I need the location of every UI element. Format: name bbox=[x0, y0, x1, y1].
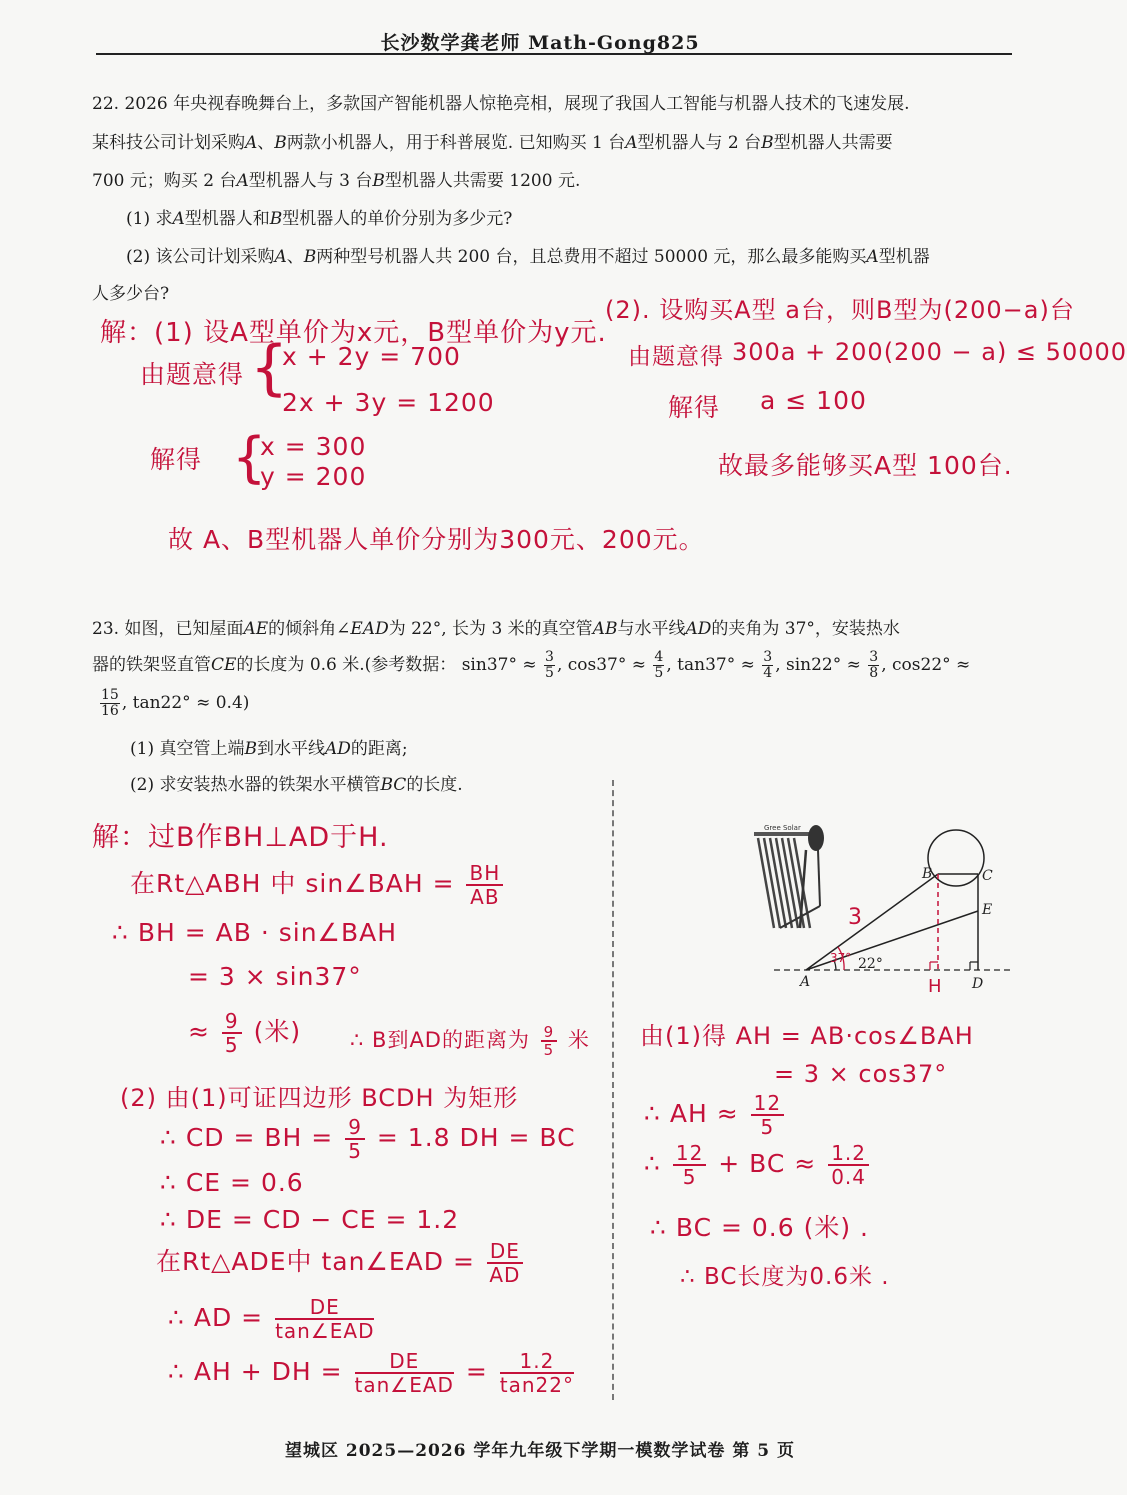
q23-ans-setup: 解：过B作BH⊥AD于H. bbox=[92, 822, 389, 853]
q23-line2: 器的铁架竖直管CE的长度为 0.6 米.(参考数据： sin37° ≈ $\frac{3}{5}$ , cos37° ≈ $\frac{4}{5}$ , tan37° ≈ $\frac{3}{4}$ , sin22° ≈ $\frac{3}{8}$ , cos22° ≈ bbox=[92, 649, 971, 681]
answer-column-divider bbox=[612, 780, 614, 1400]
frac-3-5: $\frac{3}{5}$ bbox=[545, 649, 554, 681]
q22-eq2: 2x + 3y = 1200 bbox=[282, 388, 495, 417]
q22-part2: (2) 该公司计划采购A、B两种型号机器人共 200 台，且总费用不超过 50000 元，那么最多能购买A型机器 bbox=[126, 247, 930, 267]
q23-ans-part1-conclusion: ∴ B到AD的距离为 $\frac{9}{5}$ 米 bbox=[350, 1023, 590, 1059]
q23-ans-bh-value: = 3 × sin37° bbox=[188, 962, 362, 991]
q23-line3: $\frac{15}{16}$ , tan22° ≈ 0.4) bbox=[101, 687, 250, 719]
q22-conclusion-1: 故 A、B型机器人单价分别为300元、200元。 bbox=[168, 525, 705, 554]
q23-ans-ce: ∴ CE = 0.6 bbox=[160, 1168, 304, 1197]
q23-ans-conclusion: ∴ BC长度为0.6米 . bbox=[680, 1264, 890, 1290]
header-rule bbox=[96, 53, 1012, 55]
q22-line3: 700 元；购买 2 台A型机器人与 3 台B型机器人共需要 1200 元. bbox=[92, 171, 581, 191]
system-brace: { bbox=[250, 333, 289, 403]
point-e: E bbox=[982, 902, 993, 918]
frac-3-8: $\frac{3}{8}$ bbox=[869, 649, 879, 681]
q23-ans-bh: ∴ BH = AB · sin∠BAH bbox=[112, 918, 398, 947]
q23-ans-ah-approx: ∴ AH ≈ $\frac{12}{5}$ bbox=[644, 1092, 787, 1138]
q22-eq1: x + 2y = 700 bbox=[282, 342, 461, 371]
q23-ans-ah: 由(1)得 AH = AB·cos∠BAH bbox=[640, 1022, 974, 1050]
solution-brace: { bbox=[232, 426, 267, 489]
label-22: 22° bbox=[858, 956, 883, 972]
q22-inequality: 300a + 200(200 − a) ≤ 50000 bbox=[732, 338, 1127, 366]
label-37: 37° bbox=[830, 951, 852, 965]
q23-ans-de: ∴ DE = CD − CE = 1.2 bbox=[160, 1205, 460, 1234]
q23-part1: (1) 真空管上端B到水平线AD的距离; bbox=[130, 739, 408, 759]
q22-sol-y: y = 200 bbox=[260, 462, 367, 491]
q22-conclusion-2: 故最多能够买A型 100台. bbox=[718, 451, 1013, 480]
q22-part1: (1) 求A型机器人和B型机器人的单价分别为多少元? bbox=[126, 209, 513, 229]
q23-ans-bc: ∴ BC = 0.6 (米) . bbox=[650, 1213, 869, 1242]
q23-part2: (2) 求安装热水器的铁架水平横管BC的长度. bbox=[130, 775, 463, 795]
page-footer: 望城区 2025—2026 学年九年级下学期一模数学试卷 第 5 页 bbox=[284, 1441, 796, 1461]
q22-part2-solve-label: 解得 bbox=[668, 393, 721, 422]
q23-ans-cd: ∴ CD = BH = $\frac{9}{5}$ = 1.8 DH = BC bbox=[160, 1115, 576, 1163]
q23-ans-sine: 在Rt△ABH 中 sin∠BAH = $\frac{BH}{AB}$ bbox=[130, 862, 506, 908]
label-length-3: 3 bbox=[848, 905, 862, 930]
q22-part2-cont: 人多少台? bbox=[92, 284, 170, 304]
q22-part2-setup: (2). 设购买A型 a台，则B型为(200−a)台 bbox=[605, 296, 1075, 324]
q23-ans-bh-approx: ≈ $\frac{9}{5}$ (米) bbox=[188, 1009, 302, 1057]
q22-line1: 22. 2026 年央视春晚舞台上，多款国产智能机器人惊艳亮相，展现了我国人工智能与机器人技术的飞速发展. bbox=[92, 94, 910, 114]
q23-line1: 23. 如图，已知屋面AE的倾斜角∠EAD为 22°, 长为 3 米的真空管AB与水平线AD的夹角为 37°，安装热水 bbox=[92, 619, 900, 639]
q22-part2-condition: 由题意得 bbox=[628, 344, 724, 370]
q22-ans-setup: 解：(1) 设A型单价为x元，B型单价为y元. bbox=[100, 318, 607, 348]
tank-circle bbox=[928, 830, 984, 886]
solar-heater-photo bbox=[754, 824, 824, 928]
frac-3-4: $\frac{3}{4}$ bbox=[763, 649, 773, 681]
q23-ans-bc-eq: ∴ $\frac{12}{5}$ + BC ≈ $\frac{1.2}{0.4}$ bbox=[644, 1142, 872, 1188]
q23-ans-ah-value: = 3 × cos37° bbox=[774, 1060, 948, 1088]
solar-heater-figure bbox=[740, 810, 1030, 1000]
point-d: D bbox=[972, 976, 984, 992]
q23-ans-ah-dh: ∴ AH + DH = $\frac{DE}{\text{tan∠EAD}}$ = $\frac{1.2}{\tan 22^\circ}$ bbox=[168, 1349, 575, 1397]
frac-4-5: $\frac{4}{5}$ bbox=[654, 649, 664, 681]
q22-solve-label: 解得 bbox=[150, 445, 203, 474]
q23-ans-part2-rect: (2) 由(1)可证四边形 BCDH 为矩形 bbox=[120, 1084, 519, 1112]
q22-sol-x: x = 300 bbox=[260, 432, 367, 461]
point-a: A bbox=[800, 974, 811, 990]
q22-line2: 某科技公司计划采购A、B两款小机器人，用于科普展览. 已知购买 1 台A型机器人与 2 台B型机器人共需要 bbox=[92, 133, 893, 153]
brand-label: Gree Solar bbox=[764, 824, 801, 832]
q22-part2-solution: a ≤ 100 bbox=[760, 386, 867, 415]
q22-ans-condition: 由题意得 bbox=[140, 360, 245, 389]
right-angle-h bbox=[930, 962, 938, 970]
point-h: H bbox=[928, 976, 942, 997]
page-header-title: 长沙数学龚老师 Math-Gong825 bbox=[380, 32, 700, 54]
frac-15-16: $\frac{15}{16}$ bbox=[101, 687, 119, 719]
q23-ans-ad: ∴ AD = $\frac{DE}{\text{tan∠EAD}}$ bbox=[168, 1295, 375, 1343]
q23-ans-tan: 在Rt△ADE中 tan∠EAD = $\frac{DE}{AD}$ bbox=[156, 1240, 526, 1286]
point-c: C bbox=[982, 868, 993, 884]
right-angle-d bbox=[970, 962, 978, 970]
point-b: B bbox=[922, 866, 933, 882]
